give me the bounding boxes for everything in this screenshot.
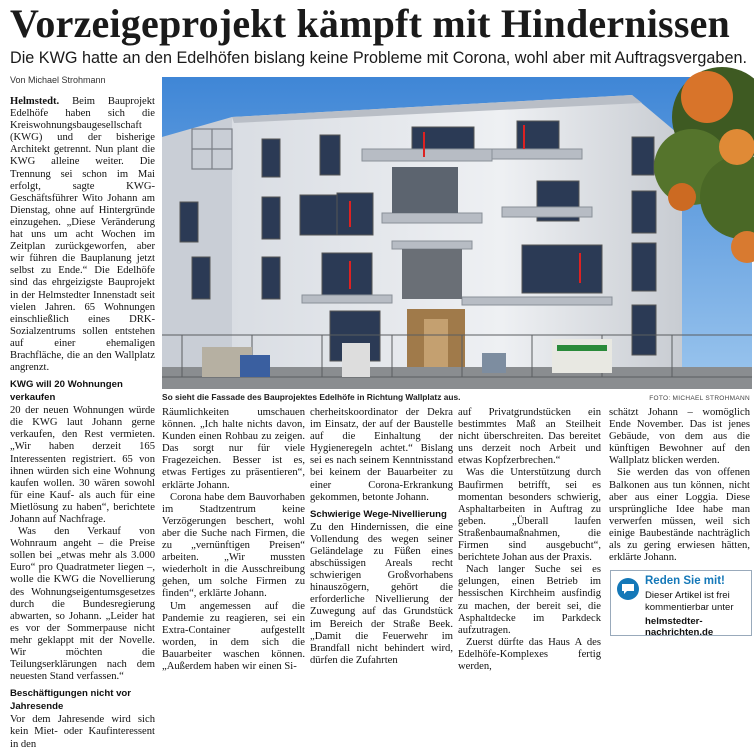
speech-bubble-icon <box>617 578 639 600</box>
paragraph <box>10 96 155 374</box>
paragraph: Vor dem Jahresende wird sich kein Miet- oder Kaufinteressent in den <box>10 714 155 750</box>
photo-caption <box>162 392 752 403</box>
subheading: Beschäftigungen nicht vor Jahresende <box>10 688 131 713</box>
promo-text: Dieser Artikel ist frei <box>645 590 730 601</box>
article-column-2 <box>162 407 305 673</box>
paragraph: schätzt Johann – womöglich Ende November. Das ist jenes Gebäude, von dem aus die künftigen Bewohner auf den Wallplatz blicken werden. <box>609 407 750 467</box>
photo-credit: FOTO: MICHAEL STROHMANN <box>649 395 750 402</box>
paragraph: Was die Unterstützung durch Baufirmen betrifft, sei es momentan besonders schwierig, Asphaltarbeiten in Auftrag zu geben. „Überall laufen Straßenbaumaßnahmen, die Firmen sind ausgebucht“, berichtete Johan aus der Praxis. <box>458 467 601 564</box>
paragraph: Sie werden das von offenen Balkonen aus tun können, nicht aber aus einer Loggia. Diese ursprüngliche Idee habe man verwerfen müssen, weil sich einige Baubestände nachträglich als zu gering erwiesen hätten, erklärte Johann. <box>609 467 750 564</box>
paragraph: Nach langer Suche sei es gelungen, einen Betrieb im hessischen Kirchheim ausfindig zu machen, der bereit sei, die Asphaltdecke im Parkdeck aufzutragen. <box>458 564 601 636</box>
promo-text: kommentierbar unter <box>645 602 734 613</box>
promo-headline: Reden Sie mit! <box>645 575 725 587</box>
building-photo <box>162 77 752 389</box>
paragraph: Räumlichkeiten umschauen können. „Ich halte nichts davon, Kunden einen Rohbau zu zeigen. Das sorgt nur für viele Fragezeichen. Besser ist es, etwas Fertiges zu präsentieren“, erklärte Johann. <box>162 407 305 491</box>
paragraph: Corona habe dem Bauvorhaben im Stadtzentrum keine Verzögerungen beschert, wohl aber die Suche nach Firmen, die zu „vernünftigen Preisen“ arbeiten. „Wir mussten wiederholt in die Ausschreibung gehen, um solche Firmen zu finden“, erklärte Johann. <box>162 491 305 600</box>
paragraph-text: Beim Bauprojekt Edelhöfe haben sich die Kreiswohnungsbaugesellschaft (KWG) und der bisherige Architekt getrennt. Nun plant die KWG alleine weiter. Die Trennung sei schon im Mai erfolgt, sagte KWG-Geschäftsführer Wito Johann am Dienstag, ohne auf Hintergründe einzugehen. „Diese Veränderung hat uns um acht Wochen im Zeitplan zurückgeworfen, aber wir führen die Bauplanung jetzt selbst zu Ende.“ Die Edelhöfe sind das ehrgeizigste Bauprojekt in der Helmstedter Innenstadt seit vielen Jahren. 65 Wohnungen einschließlich eines DRK-Sozialzentrums sollen entstehen auf einer ehemaligen Brachfläche, die an den Wallplatz angrenzt. <box>10 96 155 374</box>
paragraph: Zu den Hindernissen, die eine Vollendung des wegen seiner Geländelage zu Füßen eines abschüssigen Areals recht schwierigen Großvorhabens hinauszögern, gehört die erforderliche Nivellierung der Zuwegung auf das Grundstück im Bereich der Straße Beek. „Damit die Feuerwehr im Brandfall nicht behindert wird, dürfen die Zufahrten <box>310 521 453 666</box>
article-column-4 <box>458 407 601 673</box>
article-column-3 <box>310 407 453 667</box>
promo-link[interactable]: helmstedter-nachrichten.de <box>645 616 714 638</box>
paragraph: cherheitskoordinator der Dekra im Einsatz, der auf der Baustelle auf die Einhaltung der Hygieneregeln achtet.“ Bislang sei es nach seinem Kenntnisstand bei keinem der Bauarbeiter zu einer Corona-Erkrankung gekommen, betonte Johann. <box>310 407 453 503</box>
subheadline: Die KWG hatte an den Edelhöfen bislang keine Probleme mit Corona, wohl aber mit Auftragsvergaben. <box>10 49 747 67</box>
headline: Vorzeigeprojekt kämpft mit Hindernissen <box>10 1 730 46</box>
comment-promo-box[interactable] <box>610 570 752 636</box>
article-column-1 <box>10 96 155 751</box>
subheading: KWG will 20 Wohnungen verkaufen <box>10 379 123 404</box>
paragraph: 20 der neuen Wohnungen würde die KWG laut Johann gerne verkaufen, den Rest vermieten. „Wir haben derzeit 165 Interessenten registriert. 65 von ihnen würden sich eine Wohnung kaufen wollen. 30 wären sowohl für eine Kauf- als auch für eine Mietlösung zu haben“, berichtete Johann auf Nachfrage. <box>10 405 155 525</box>
paragraph: auf Privatgrundstücken ein bestimmtes Maß an Steilheit nicht überschreiten. Das bereitet uns derzeit noch Arbeit und etwas Kopfzerbrechen.“ <box>458 407 601 467</box>
caption-text: So sieht die Fassade des Bauprojektes Edelhöfe in Richtung Wallplatz aus. <box>162 392 461 402</box>
paragraph: Zuerst dürfte das Haus A des Edelhöfe-Komplexes fertig werden, <box>458 636 601 672</box>
paragraph: Was den Verkauf von Wohnraum angeht – die Preise sollen bei „etwas mehr als 3.000 Euro“ pro Quadratmeter liegen –, wolle die KWG die Novellierung des Wohnungseigentumsgesetzes durch die Bundesregierung abwarten, so Johann. „Leider hat es vor der Sommerpause nicht mehr geklappt mit der Novelle. Wir möchten die Teilungserklärungen nach dem neuesten Stand verfassen.“ <box>10 526 155 683</box>
byline: Von Michael Strohmann <box>10 75 106 85</box>
article-column-5 <box>609 407 750 564</box>
dateline: Helmstedt. <box>10 96 60 107</box>
subheading: Schwierige Wege-Nivellierung <box>310 508 447 520</box>
paragraph: Um angemessen auf die Pandemie zu reagieren, sei ein Extra-Container aufgestellt worden, in dem sich die Bauarbeiter waschen können. „Außerdem haben wir einen Si- <box>162 600 305 672</box>
